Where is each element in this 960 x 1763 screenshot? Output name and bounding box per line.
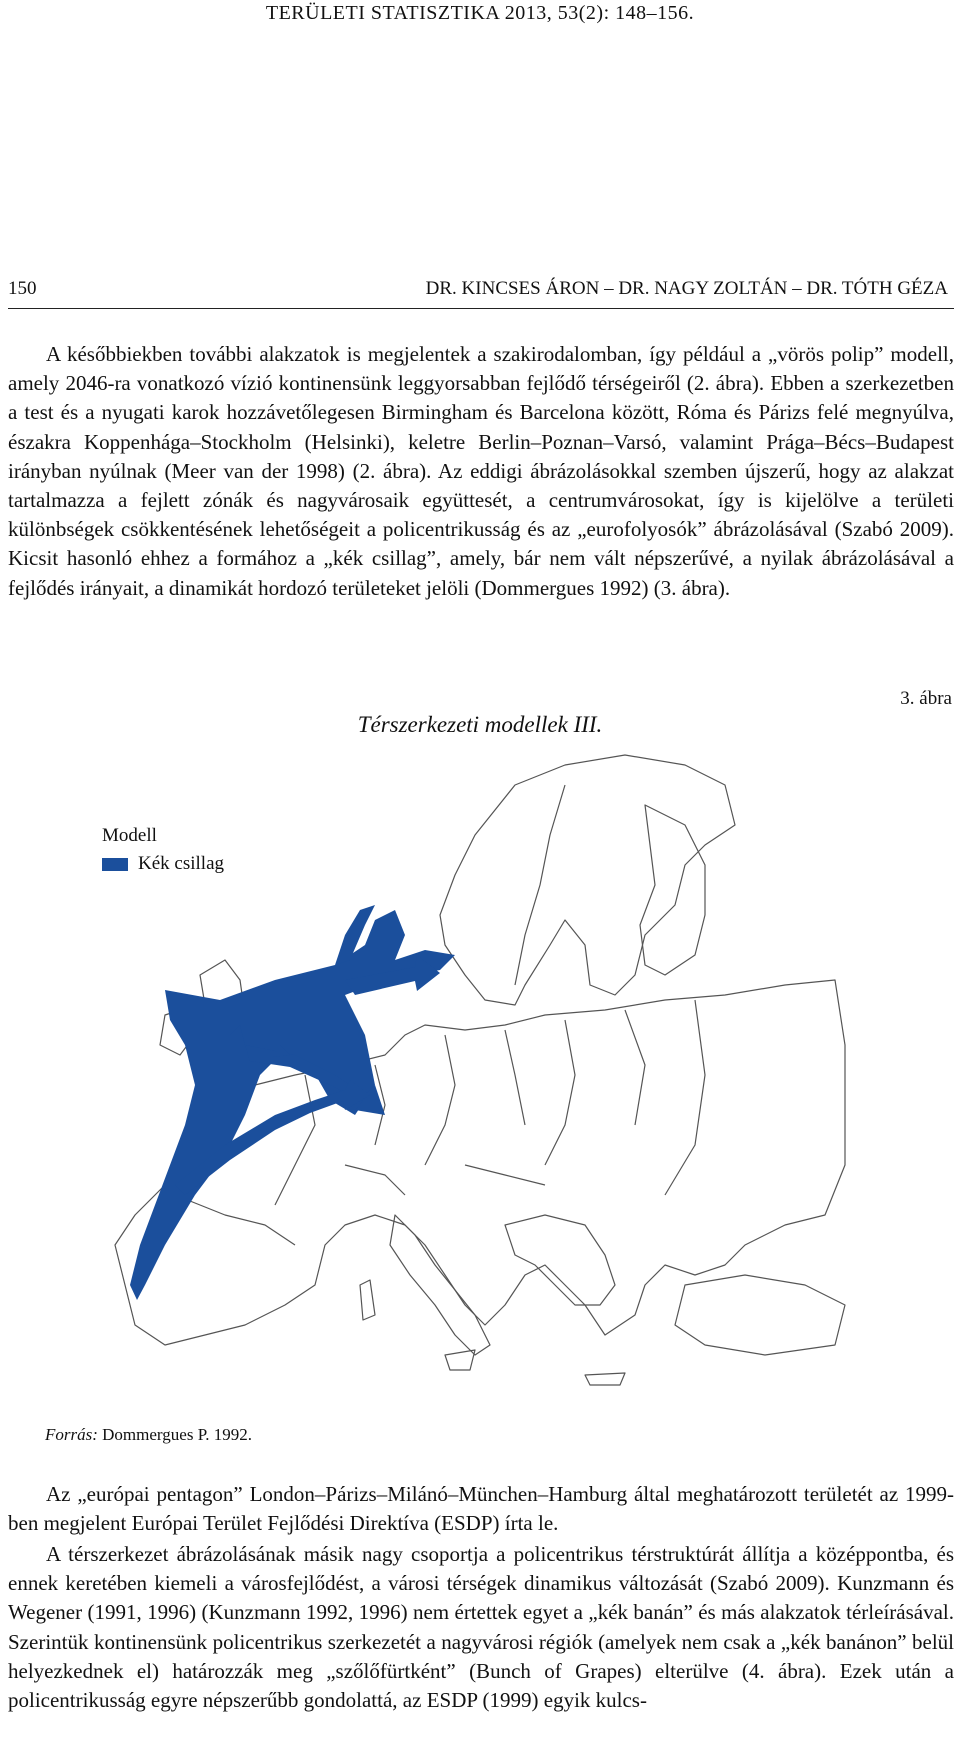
source-label: Forrás: (45, 1425, 98, 1444)
source-text: Dommergues P. 1992. (97, 1425, 253, 1444)
crete (585, 1373, 625, 1385)
paragraph-3: A térszerkezet ábrázolásának másik nagy csoportja a policentrikus térstruktúrát állítja a középpontba, és ennek keretében kiemeli a városfejlődést, a városi térségek dinamikus változását (Szabó 2009). Kunzmann és Wegener (1991, 1996) (Kunzmann 1992, 1996) nem értettek egyet a „kék banán” és más alakzatok térleírásával. Szerintük kontinensünk policentrikus szerkezetét a nagyvárosi régiók (amelyek nem csak a „kék banánon” belül helyezkednek el) határozzák meg „szőlőfürtként” (Bunch of Grapes) elterülve (4. ábra). Ezek után a policentrikusság egyre népszerűbb gondolattá, az ESDP (1999) egyik kulcs- (8, 1542, 954, 1713)
blue-star-shape (130, 905, 455, 1300)
sweden-norway-border (515, 785, 565, 985)
turkey-outline (675, 1275, 845, 1355)
page-authors: DR. KINCSES ÁRON – DR. NAGY ZOLTÁN – DR. TÓTH GÉZA (425, 278, 948, 299)
legend-swatch (102, 858, 128, 871)
scandinavia-outline (440, 755, 735, 1005)
legend-item (102, 850, 224, 878)
sardinia-corsica (360, 1280, 375, 1320)
figure-title: Térszerkezeti modellek III. (357, 712, 603, 737)
paragraph-1: A későbbiekben további alakzatok is megjelentek a szakirodalomban, így például a „vörös polip” modell, amely 2046-ra vonatkozó vízió kontinensünk leggyorsabban fejlődő térségeiről (2. ábra). Ebben a szerkezetben a test és a nyugati karok hozzávetőlegesen Birmingham és Barcelona között, Róma és Párizs felé megnyúlva, északra Koppenhága–Stockholm (Helsinki), keletre Berlin–Poznan–Varsó, valamint Prága–Bécs–Budapest irányban nyúlnak (Meer van der 1998) (2. ábra). Az eddigi ábrázolásokkal szemben újszerű, hogy az alakzat tartalmazza a fejlett zónák és nagyvárosaik együttesét, a centrumvárosokat, így is kijelölve a területi különbségek csökkentésének lehetőségeit a policentrikusság és az „eurofolyosók” ábrázolásával (Szabó 2009). Kicsit hasonló ehhez a formához a „kék csillag”, amely, bár nem vált népszerűvé, a nyilak ábrázolásával a fejlődés irányait, a dinamikát hordozó területeket jelöli (Dommergues 1992) (3. ábra). (8, 342, 954, 600)
finland-outline (640, 805, 705, 975)
page-header (8, 278, 954, 309)
balkans-outline (505, 1215, 615, 1305)
page-number: 150 (8, 278, 37, 299)
legend-title: Modell (102, 825, 157, 846)
journal-header: TERÜLETI STATISZTIKA 2013, 53(2): 148–156. (265, 2, 695, 24)
legend-item-label: Kék csillag (138, 853, 225, 874)
figure-number: 3. ábra (900, 688, 952, 709)
paragraph-2: Az „európai pentagon” London–Párizs–Milánó–München–Hamburg által meghatározott területét az 1999-ben megjelent Európai Terület Fejlődési Direktíva (ESDP) írta le. (8, 1482, 954, 1536)
blue-star-core (130, 910, 455, 1300)
italy-outline (390, 1215, 490, 1355)
sicily (445, 1350, 475, 1370)
map-legend (102, 822, 224, 878)
figure-source (45, 1425, 252, 1445)
